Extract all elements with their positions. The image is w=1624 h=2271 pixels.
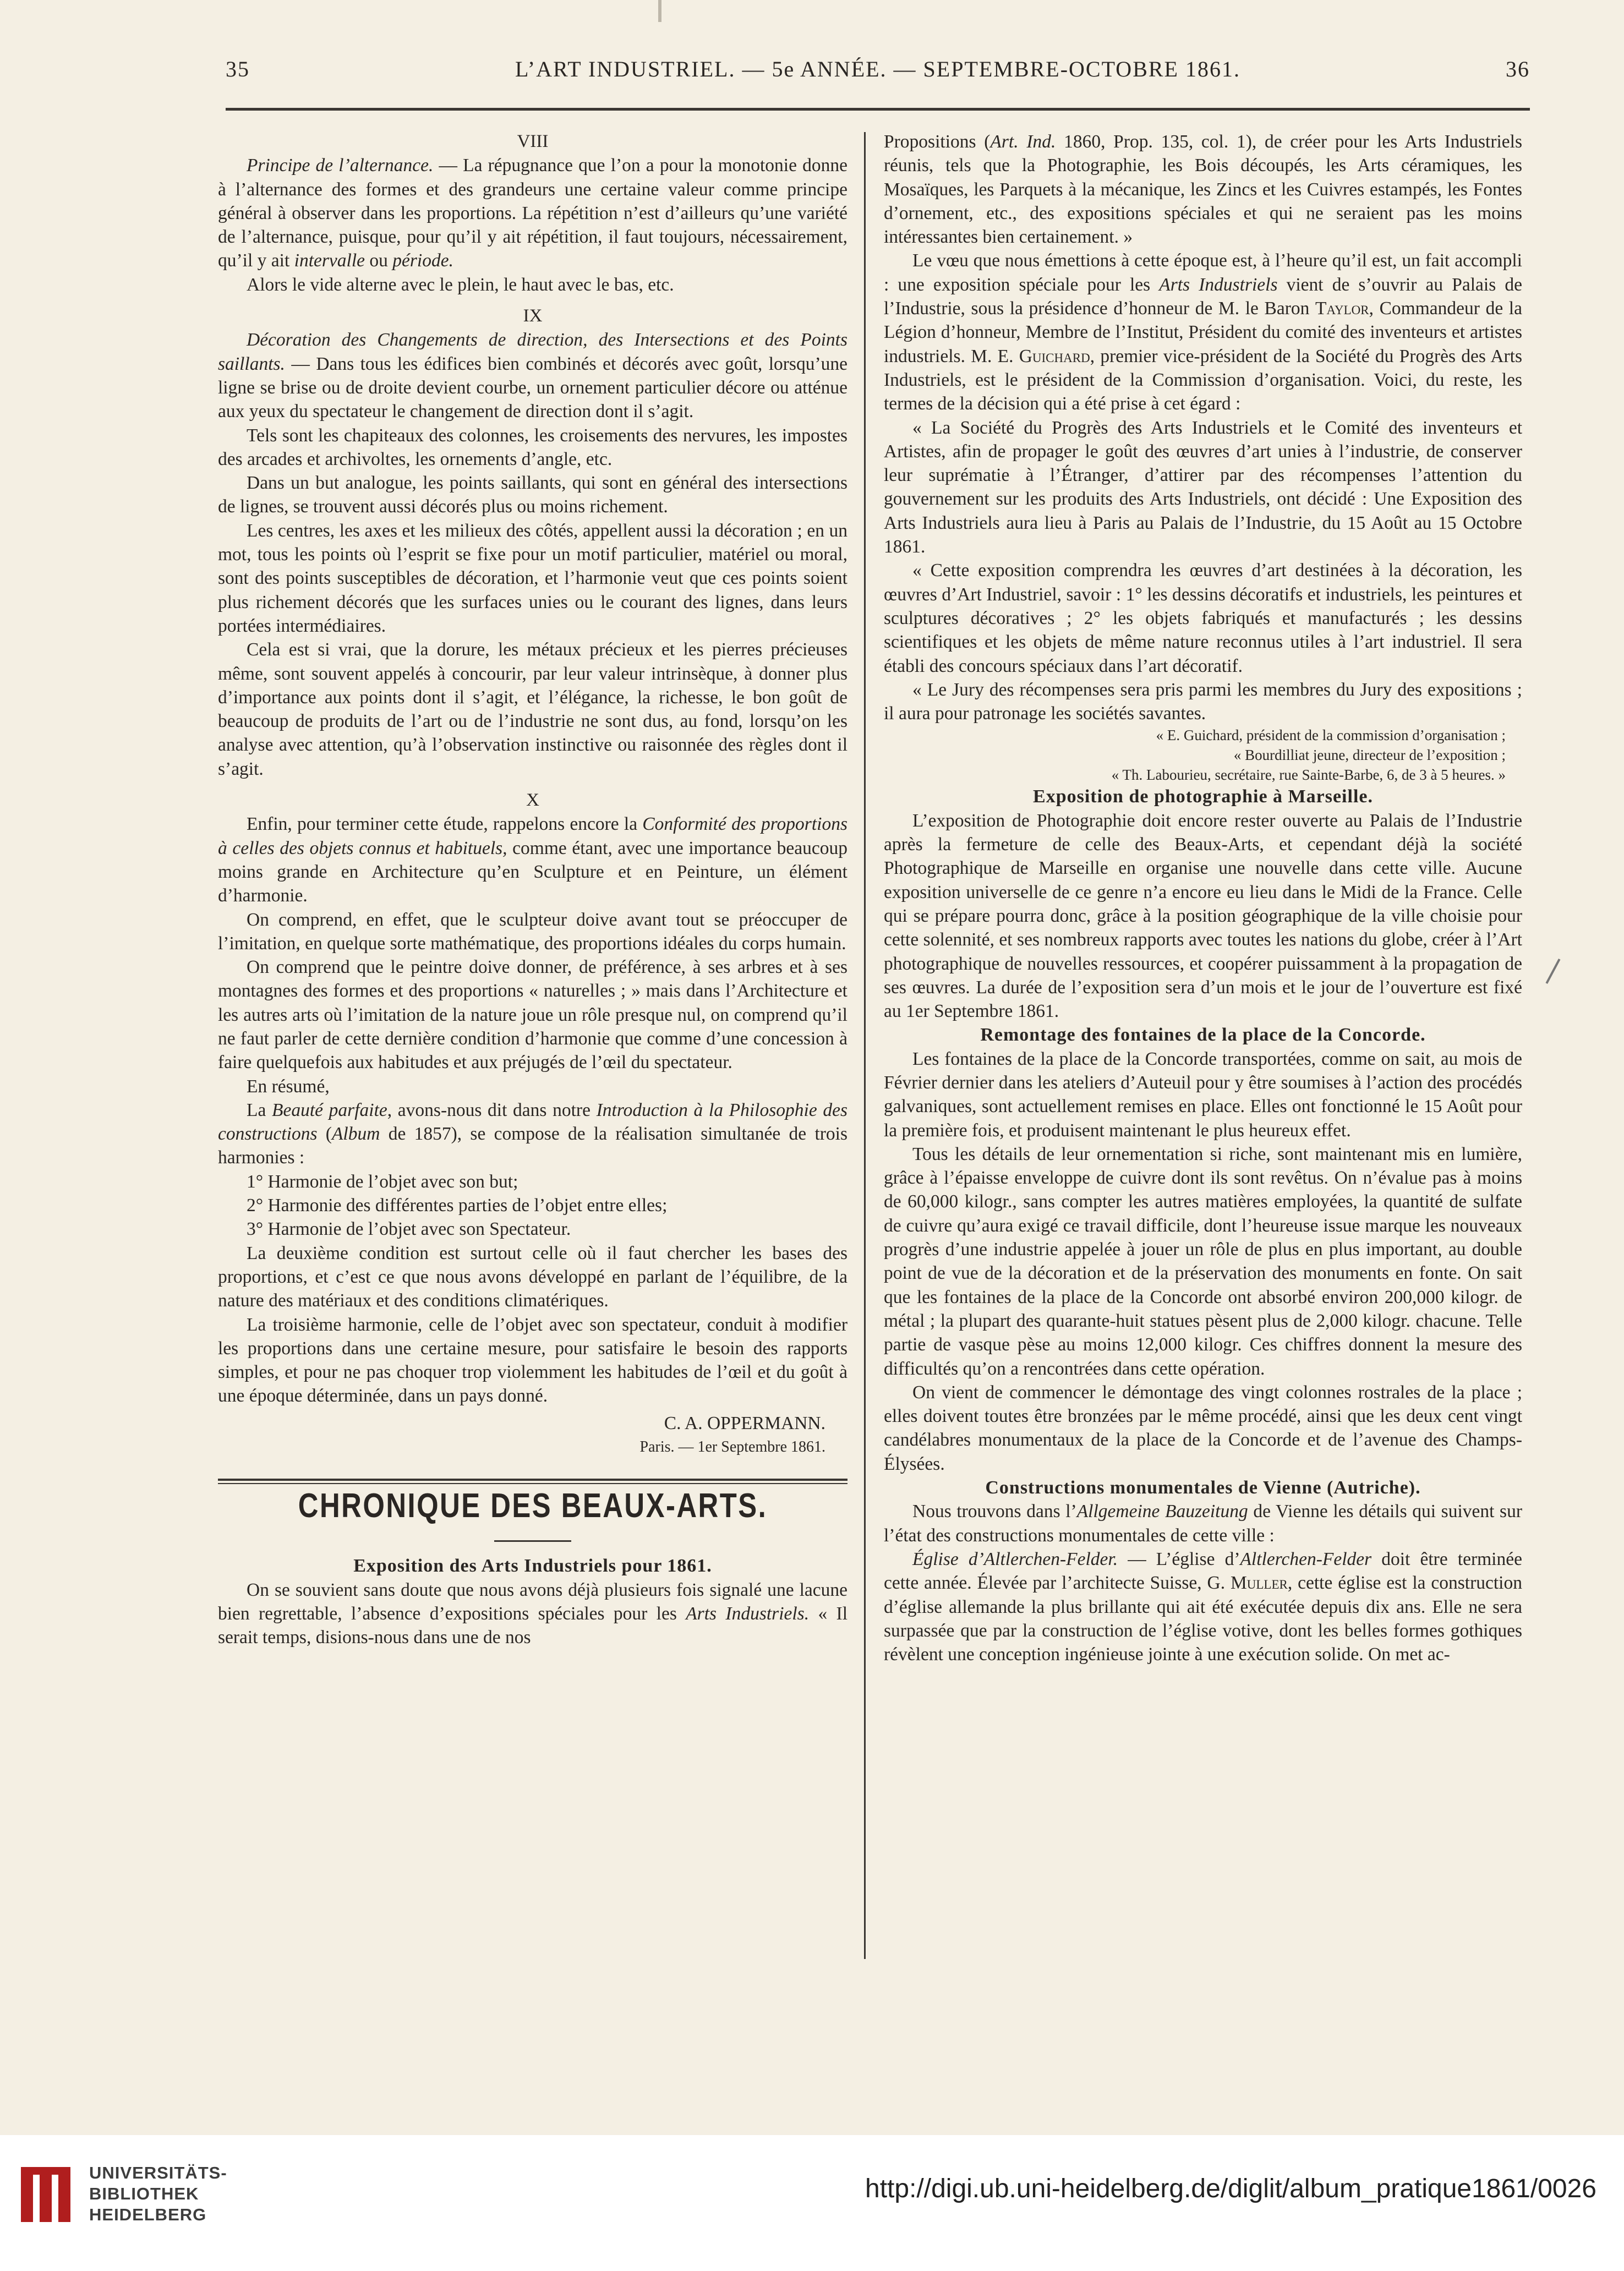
library-name[interactable] <box>89 2163 227 2225</box>
paragraph: « Cette exposition comprendra les œuvres d’art destinées à la décoration, les œuvres d’Art Industriel, savoir : 1° les dessins décoratifs et industriels, les peintures et sculptures décoratives ; 2° les objets fabriqués et manufacturés ; les dessins scientifiques et les objets de même nature reconnus utiles à l’art industriel. Il sera établi des concours spéciaux dans l’art décoratif. <box>884 560 1522 676</box>
text-italic: Beauté parfaite <box>272 1099 387 1120</box>
library-name-line: BIBLIOTHEK <box>89 2184 199 2203</box>
paragraph: Les fontaines de la place de la Concorde transportées, comme on sait, au mois de Février dernier dans les ateliers d’Auteuil pour y être soumises à l’action des procédés galvaniques, sont actuellement remises en place. Elles ont fonctionné le 15 Août pour la première fois, et produisent maintenant le plus heureux effet. <box>884 1048 1522 1141</box>
paragraph <box>218 1098 847 1170</box>
source-url-link[interactable]: http://digi.ub.uni-heidelberg.de/diglit/album_pratique1861/0026 <box>865 2174 1596 2203</box>
text-italic: Arts Industriels <box>1159 274 1278 295</box>
library-name-line: UNIVERSITÄTS- <box>89 2163 227 2182</box>
paragraph <box>884 130 1522 249</box>
running-header <box>226 53 1530 86</box>
paragraph-lead: Décoration des Changements de direction, des Intersections et des Points saillants. <box>218 330 847 374</box>
paragraph: La deuxième condition est surtout celle où il faut chercher les bases des proportions, et c’est ce que nous avons développé en parlant de l’équilibre, de la nature des matériaux et des conditions climatériques. <box>218 1243 847 1311</box>
text: de 1857), se compose de la réalisation simultanée de trois harmonies : <box>218 1124 847 1168</box>
text-smallcaps: Taylor <box>1315 298 1369 319</box>
text: — L’église d’ <box>1118 1548 1240 1569</box>
paragraph <box>218 1578 847 1650</box>
library-name-line: HEIDELBERG <box>89 2205 207 2224</box>
column-divider <box>864 132 866 1959</box>
text: Enfin, pour terminer cette étude, rappelons encore la <box>247 814 643 835</box>
text: , Commandeur de la Légion d’honneur, Membre de l’Institut, Président du comité des inventeurs et artistes industriels. M. E. <box>884 298 1522 366</box>
text-italic: Altlerchen-Felder <box>1240 1548 1372 1569</box>
text: ou <box>365 250 393 271</box>
paragraph: Alors le vide alterne avec le plein, le haut avec le bas, etc. <box>247 274 674 295</box>
paragraph: « Le Jury des récompenses sera pris parmi les membres du Jury des expositions ; il aura pour patronage les sociétés savantes. <box>884 679 1522 724</box>
paragraph: On vient de commencer le démontage des vingt colonnes rostrales de la place ; elles doivent toutes être bronzées par le même procédé, ainsi que les deux cent vingt candélabres monumentaux de la place de la Concorde et de l’avenue des Champs-Élysées. <box>884 1382 1522 1474</box>
text: doit être terminée cette année. Élevée par l’architecte Suisse, G. <box>884 1548 1522 1594</box>
running-title: L’ART INDUSTRIEL. — 5e ANNÉE. — SEPTEMBRE-OCTOBRE 1861. <box>515 57 1240 81</box>
text: « Il serait temps, disions-nous dans une de nos <box>218 1603 847 1648</box>
text: de Vienne les détails qui suivent sur l’état des constructions monumentales de cette ville : <box>884 1501 1522 1546</box>
photo-heading: Exposition de photographie à Marseille. <box>1033 786 1373 807</box>
harmony-item: 2° Harmonie des différentes parties de l’objet entre elles; <box>247 1195 668 1216</box>
text-smallcaps: Muller <box>1230 1573 1288 1594</box>
text-italic: Arts Industriels. <box>686 1603 810 1624</box>
page-number-right: 36 <box>1506 57 1530 81</box>
paragraph: « La Société du Progrès des Arts Industriels et le Comité des inventeurs et Artistes, afin de propager le goût des œuvres d’art unies à l’industrie, de conserver leur suprématie à l’Étranger, d’attirer par des récompenses l’attention du gouvernement sur les produits des Arts Industriels, ont décidé : Une Exposition des Arts Industriels aura lieu à Paris au Palais de l’Industrie, du 15 Août au 15 Octobre 1861. <box>884 417 1522 557</box>
text: , avons-nous dit dans notre <box>387 1099 597 1120</box>
text-smallcaps: Guichard <box>1019 346 1090 366</box>
chronique-heading: CHRONIQUE DES BEAUX-ARTS. <box>298 1487 768 1525</box>
expo-heading: Exposition des Arts Industriels pour 1861. <box>353 1556 712 1577</box>
text-italic: intervalle <box>294 250 365 271</box>
paragraph <box>884 249 1522 415</box>
text-italic: Art. Ind. <box>990 132 1056 152</box>
paragraph: Les centres, les axes et les milieux des côtés, appellent aussi la décoration ; en un mot, tous les points où l’esprit se fixe pour un motif particulier, matériel ou moral, sont des points susceptibles de décoration, et l’harmonie veut que ces points soient plus richement décorés que les surfaces unies ou le courant des lignes, dans leurs portées intermédiaires. <box>218 520 847 636</box>
short-rule <box>494 1540 571 1542</box>
fountain-heading: Remontage des fontaines de la place de la Concorde. <box>980 1025 1426 1046</box>
section-number-viii: VIII <box>517 132 549 151</box>
text: Le vœu que nous émettions à cette époque est, à l’heure qu’il est, un fait accompli : une exposition spéciale pour les <box>884 250 1522 295</box>
paragraph: En résumé, <box>247 1076 330 1097</box>
text: 1860, Prop. 135, col. 1), de créer pour les Arts Industriels réunis, tels que la Photographie, les Bois découpés, les Arts céramiques, les Mosaïques, les Parquets à la mécanique, les Zincs et les Cuivres estampés, les Fontes d’ornement, etc., des expositions spéciales et qui ne seraient pas les moins intéressantes bien certainement. » <box>884 132 1522 248</box>
paragraph: On comprend, en effet, que le sculpteur doive avant tout se préoccuper de l’imitation, en quelque sorte mathématique, des proportions idéales du corps humain. <box>218 909 847 954</box>
page-number-left: 35 <box>226 57 250 81</box>
paragraph <box>884 1500 1522 1547</box>
right-column <box>884 130 1522 1666</box>
text: Propositions ( <box>884 132 991 152</box>
section-number-x: X <box>526 790 539 811</box>
decision-signatory: « Th. Labourieu, secrétaire, rue Sainte-Barbe, 6, de 3 à 5 heures. » <box>1111 767 1506 784</box>
text-italic: période. <box>392 250 453 271</box>
paragraph-lead: Principe de l’alternance. <box>247 155 434 176</box>
text: comme étant, avec une importance beaucoup moins grande en Architecture qu’en Sculpture et en Peinture, un élément d’harmonie. <box>218 838 847 906</box>
text: vient de s’ouvrir au Palais de l’Industrie, sous la présidence d’honneur de M. le Baron <box>884 274 1522 319</box>
text: , cette église est la construction d’église allemande la plus brillante qui ait été exécutée depuis dix ans. Elle ne sera surpassée que par la construction de l’église votive, dont les belles formes gothiques révèlent une conception ingénieuse jointe à une exécution solide. On met ac- <box>884 1573 1522 1665</box>
decision-signatory: « E. Guichard, président de la commission d’organisation ; <box>1156 727 1506 744</box>
paragraph: On comprend que le peintre doive donner, de préférence, à ses arbres et à ses montagnes des formes et des proportions « naturelles ; » mais dans l’Architecture et les autres arts où l’imitation de la nature joue un rôle presque nul, on comprend qu’il ne faut parler de cette dernière condition d’harmonie que comme d’une concession à faire quelquefois aux habitudes et aux préjugés de l’œil du spectateur. <box>218 957 847 1073</box>
text: ( <box>317 1124 332 1145</box>
left-column <box>218 130 847 1650</box>
text: — Dans tous les édifices bien combinés et décorés avec goût, lorsqu’une ligne se brise ou de droite devient courbe, un ornement particulier décore ou atténue aux yeux du spectateur le changement de direction dont il s’agit. <box>218 353 847 422</box>
harmony-item: 1° Harmonie de l’objet avec son but; <box>247 1171 518 1192</box>
paragraph: Cela est si vrai, que la dorure, les métaux précieux et les pierres précieuses même, sont souvent appelés à concourir, par leur valeur intrinsèque, à donner plus d’importance aux points dont il s’agit, et l’élégance, la richesse, le bon goût de beaucoup de produits de l’art ou de l’industrie ne sont dus, au fond, lorsqu’on les analyse avec attention, qu’à l’observation instinctive ou raisonnée des règles dont il s’agit. <box>218 639 847 779</box>
paragraph <box>218 328 847 423</box>
decision-signatory: « Bourdilliat jeune, directeur de l’exposition ; <box>1233 747 1506 764</box>
author-signature: C. A. OPPERMANN. <box>664 1413 825 1433</box>
text: On se souvient sans doute que nous avons déjà plusieurs fois signalé une lacune bien regrettable, l’absence d’expositions spéciales pour les <box>218 1579 847 1624</box>
text-italic: Église d’Altlerchen-Felder. <box>912 1548 1118 1569</box>
signature-date: Paris. — 1er Septembre 1861. <box>639 1438 825 1456</box>
text: Nous trouvons dans l’ <box>912 1501 1077 1522</box>
paragraph: Dans un but analogue, les points saillants, qui sont en général des intersections de lignes, se trouvent aussi décorés plus ou moins richement. <box>218 473 847 517</box>
paragraph: L’exposition de Photographie doit encore rester ouverte au Palais de l’Industrie après la fermeture de celle des Beaux-Arts, et cependant déjà la société Photographique de Marseille en organise une nouvelle dans cette ville. Aucune exposition universelle de ce genre n’a encore eu lieu dans le Midi de la France. Celle qui se prépare pourra donc, grâce à la position géographique de la ville choisie pour cette solennité, et ses nombreux rapports avec toutes les nations du globe, créer à l’Art photographique de nouvelles ressources, et coopérer puissamment à la propagation de ses œuvres. La durée de l’exposition sera d’un mois et le jour de l’ouverture est fixé au 1er Septembre 1861. <box>884 810 1522 1022</box>
paragraph <box>884 1547 1522 1666</box>
paragraph: Tels sont les chapiteaux des colonnes, les croisements des nervures, les impostes des arcades et archivoltes, les ornements d’angle, etc. <box>218 425 847 469</box>
paragraph: La troisième harmonie, celle de l’objet avec son spectateur, conduit à modifier les proportions dans une certaine mesure, pour satisfaire le besoin des rapports simples, et pour ne pas choquer trop violemment les habitudes de l’œil et du goût à une époque déterminée, dans un pays donné. <box>218 1314 847 1407</box>
text-italic: Introduction à la Philosophie des constructions <box>218 1099 848 1145</box>
paragraph <box>218 154 847 272</box>
text-italic: Album <box>331 1124 380 1145</box>
text: La <box>247 1099 272 1120</box>
section-number-ix: IX <box>523 306 543 326</box>
university-library-logo-icon[interactable] <box>15 2161 81 2228</box>
paragraph: Tous les détails de leur ornementation si riche, sont maintenant mis en lumière, grâce à l’épaisse enveloppe de cuivre dont ils sont revêtus. On n’évalue pas à moins de 60,000 kilogr., sans compter les autres matières employées, la quantité de sulfate de cuivre qu’aura exigé ce travail difficile, dont l’heureuse issue marque les nouveaux progrès d’une industrie appelée à jouer un rôle de plus en plus important, au double point de vue de la décoration et de la préservation des monuments en fonte. On sait que les fontaines de la place de la Concorde ont absorbé environ 200,000 kilogr. de métal ; la plupart des quarante-huit statues pèsent plus de 2,000 kilogr. chacune. Telle partie de vasque pèse au moins 12,000 kilogr. Ces chiffres donnent la mesure des difficultés qu’on a rencontrées dans cette opération. <box>884 1143 1522 1379</box>
text: — La répugnance que l’on a pour la monotonie donne à l’alternance des formes et des grandeurs une certaine valeur comme principe général à observer dans les proportions. La répétition n’est d’ailleurs qu’une variété de l’alternance, puisque, pour qu’il y ait répétition, il faut toujours, nécessairement, qu’il y ait <box>218 155 848 271</box>
paragraph <box>218 812 847 907</box>
section-rule <box>218 1479 847 1481</box>
header-rule <box>226 108 1530 111</box>
text: , premier vice-président de la Société du Progrès des Arts Industriels, est le président de la Commission d’organisation. Voici, du reste, les termes de la décision qui a été prise à cet égard : <box>884 346 1523 414</box>
binding-mark <box>658 0 661 22</box>
margin-mark <box>1545 959 1560 984</box>
vienna-heading: Constructions monumentales de Vienne (Autriche). <box>985 1477 1421 1498</box>
harmony-item: 3° Harmonie de l’objet avec son Spectateur. <box>247 1219 571 1240</box>
text-italic: Conformité des proportions à celles des objets connus et habituels, <box>218 814 847 858</box>
text-italic: Allgemeine Bauzeitung <box>1076 1501 1248 1522</box>
